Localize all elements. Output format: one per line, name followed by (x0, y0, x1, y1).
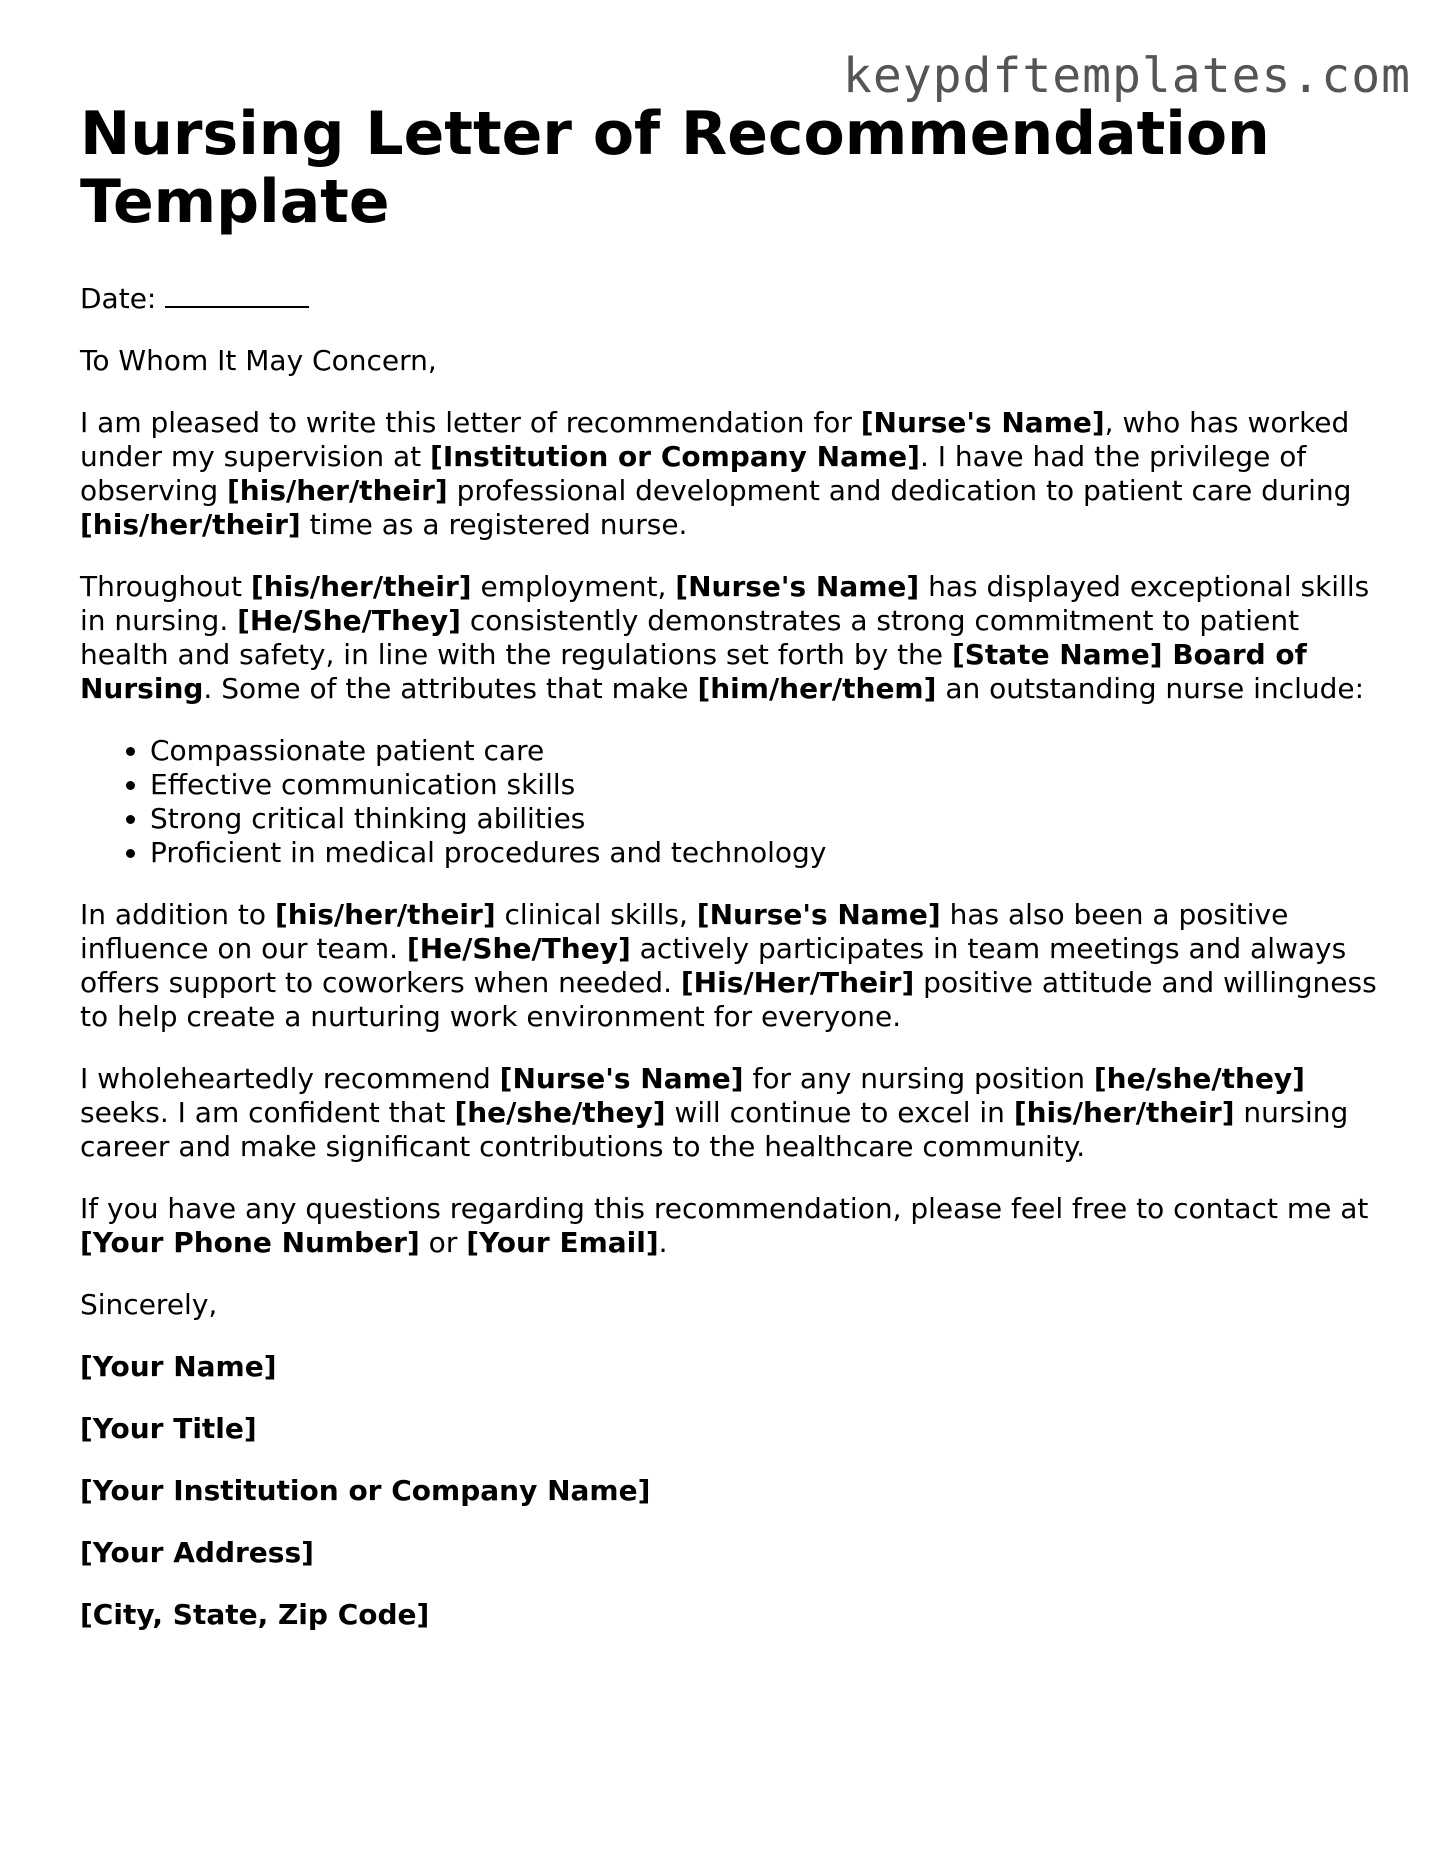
text: has also been a positive influence on our team. (80, 898, 1289, 965)
placeholder: [Institution or Company Name] (430, 440, 920, 473)
placeholder: [He/She/They] (406, 932, 631, 965)
attribute-list (80, 734, 1380, 870)
text: consistently demonstrates a strong commitment to patient health and safety, in line with the regulations set forth by the (80, 604, 1300, 671)
text: clinical skills, (495, 898, 697, 931)
placeholder: [Your Email] (466, 1226, 659, 1259)
text: . Some of the attributes that make (203, 672, 698, 705)
signature-address: [Your Address] (80, 1536, 314, 1569)
placeholder: [Nurse's Name] (696, 898, 941, 931)
signature-institution: [Your Institution or Company Name] (80, 1474, 651, 1507)
date-label: Date: (80, 282, 157, 315)
text: . (658, 1226, 668, 1259)
text: has displayed exceptional skills in nursing. (80, 570, 1370, 637)
signature-city-state-zip: [City, State, Zip Code] (80, 1598, 430, 1631)
text: , who has worked under my supervision at (80, 406, 1350, 473)
text: . I have had the privilege of observing (80, 440, 1307, 507)
placeholder: [Nurse's Name] (860, 406, 1105, 439)
signature-name: [Your Name] (80, 1350, 277, 1383)
placeholder: [State Name] Board of Nursing (80, 638, 1307, 705)
text: actively participates in team meetings and always offers support to coworkers when needed. (80, 932, 1347, 999)
placeholder: [his/her/their] (80, 508, 301, 541)
text: In addition to (80, 898, 275, 931)
placeholder: [His/Her/Their] (680, 966, 915, 999)
list-item: • Compassionate patient care (150, 734, 1380, 768)
placeholder: [Nurse's Name] (675, 570, 920, 603)
placeholder: [he/she/they] (1093, 1062, 1305, 1095)
text: employment, (471, 570, 676, 603)
text: Throughout (80, 570, 251, 603)
paragraph-intro (80, 406, 1380, 542)
text: positive attitude and willingness to help create a nurturing work environment for everyone. (80, 966, 1377, 1033)
list-item: • Proficient in medical procedures and technology (150, 836, 1380, 870)
date-line (80, 280, 1380, 316)
list-item: • Strong critical thinking abilities (150, 802, 1380, 836)
paragraph-team (80, 898, 1380, 1034)
placeholder: [Nurse's Name] (499, 1062, 744, 1095)
placeholder: [his/her/their] (250, 570, 472, 603)
text: an outstanding nurse include: (936, 672, 1365, 705)
page-title: Nursing Letter of Recommendation Template (80, 99, 1270, 237)
text: or (419, 1226, 467, 1259)
text: professional development and dedication to patient care during (447, 474, 1352, 507)
placeholder: [Your Phone Number] (80, 1226, 420, 1259)
paragraph-contact (80, 1192, 1380, 1260)
date-blank (165, 280, 309, 308)
text: nursing career and make significant contributions to the healthcare community. (80, 1096, 1349, 1163)
text: If you have any questions regarding this recommendation, please feel free to contact me at (80, 1192, 1369, 1225)
text: I am pleased to write this letter of recommendation for (80, 406, 861, 439)
text: time as a registered nurse. (300, 508, 688, 541)
letter-page (80, 100, 1380, 1632)
text: for any nursing position (743, 1062, 1094, 1095)
watermark: keypdftemplates.com (842, 48, 1411, 104)
text: I wholeheartedly recommend (80, 1062, 500, 1095)
list-item: • Effective communication skills (150, 768, 1380, 802)
paragraph-skills (80, 570, 1380, 706)
text: will continue to excel in (665, 1096, 1014, 1129)
placeholder: [his/her/their] (274, 898, 496, 931)
placeholder: [He/She/They] (237, 604, 461, 637)
text: seeks. I am confident that (80, 1096, 455, 1129)
placeholder: [he/she/they] (454, 1096, 666, 1129)
salutation: To Whom It May Concern, (80, 344, 437, 377)
placeholder: [his/her/their] (227, 474, 448, 507)
placeholder: [his/her/their] (1013, 1096, 1235, 1129)
paragraph-recommend (80, 1062, 1380, 1164)
placeholder: [him/her/them] (697, 672, 937, 705)
signature-title: [Your Title] (80, 1412, 257, 1445)
closing: Sincerely, (80, 1288, 218, 1321)
